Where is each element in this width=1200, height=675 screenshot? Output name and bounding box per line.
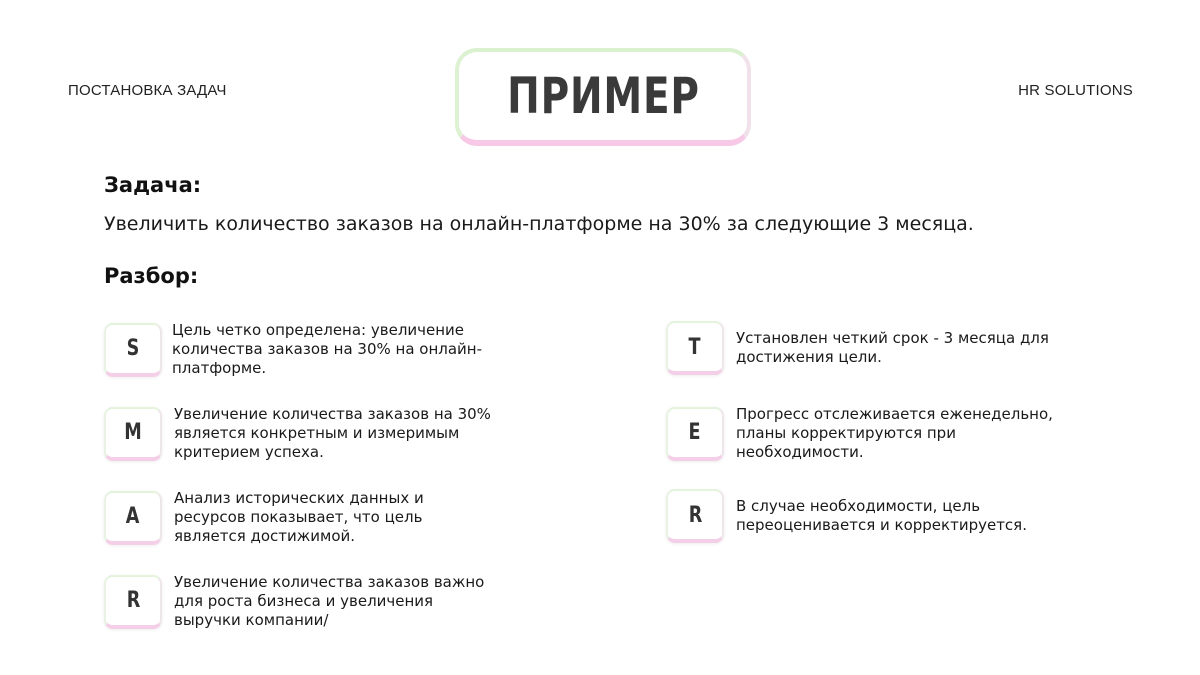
letter: T — [688, 334, 701, 360]
smarter-item-s — [104, 321, 492, 378]
smarter-item-r2 — [666, 489, 1056, 543]
item-text: Увеличение количества заказов на 30% является конкретным и измеримым критерием успеха. — [174, 405, 491, 461]
letter: R — [126, 588, 140, 613]
letter-badge — [666, 489, 724, 543]
item-text: Анализ исторических данных и ресурсов показывает, что цель является достижимой. — [174, 489, 424, 545]
title-box — [455, 48, 751, 146]
letter: E — [688, 420, 702, 445]
letter-badge — [104, 575, 162, 629]
letter-badge — [104, 407, 162, 461]
letter: A — [126, 504, 140, 529]
item-text: Установлен четкий срок - 3 месяца для достижения цели. — [736, 329, 1049, 366]
item-text: Цель четко определена: увеличение количества заказов на 30% на онлайн-платформе. — [172, 321, 483, 377]
item-text: Прогресс отслеживается еженедельно, планы корректируются при необходимости. — [736, 405, 1053, 461]
letter: R — [688, 502, 702, 528]
smarter-item-a — [104, 489, 494, 546]
smarter-item-t — [666, 321, 1056, 375]
letter-badge — [104, 491, 162, 545]
letter: S — [126, 336, 140, 361]
smarter-item-m — [104, 405, 494, 462]
item-text: Увеличение количества заказов важно для роста бизнеса и увеличения выручки компании/ — [174, 573, 485, 629]
task-heading: Задача: — [104, 173, 202, 197]
letter-badge — [666, 321, 724, 375]
page-title: ПРИМЕР — [506, 67, 700, 125]
smarter-item-e — [666, 405, 1056, 462]
analysis-heading: Разбор: — [104, 264, 199, 288]
letter-badge — [666, 407, 724, 461]
task-text: Увеличить количество заказов на онлайн-платформе на 30% за следующие 3 месяца. — [104, 213, 974, 235]
section-label: ПОСТАНОВКА ЗАДАЧ — [68, 82, 227, 99]
letter-badge — [104, 323, 162, 377]
letter: M — [124, 420, 142, 445]
brand-label: HR SOLUTIONS — [1018, 82, 1133, 99]
smarter-item-r1 — [104, 573, 494, 630]
item-text: В случае необходимости, цель переоценивается и корректируется. — [736, 497, 1027, 534]
